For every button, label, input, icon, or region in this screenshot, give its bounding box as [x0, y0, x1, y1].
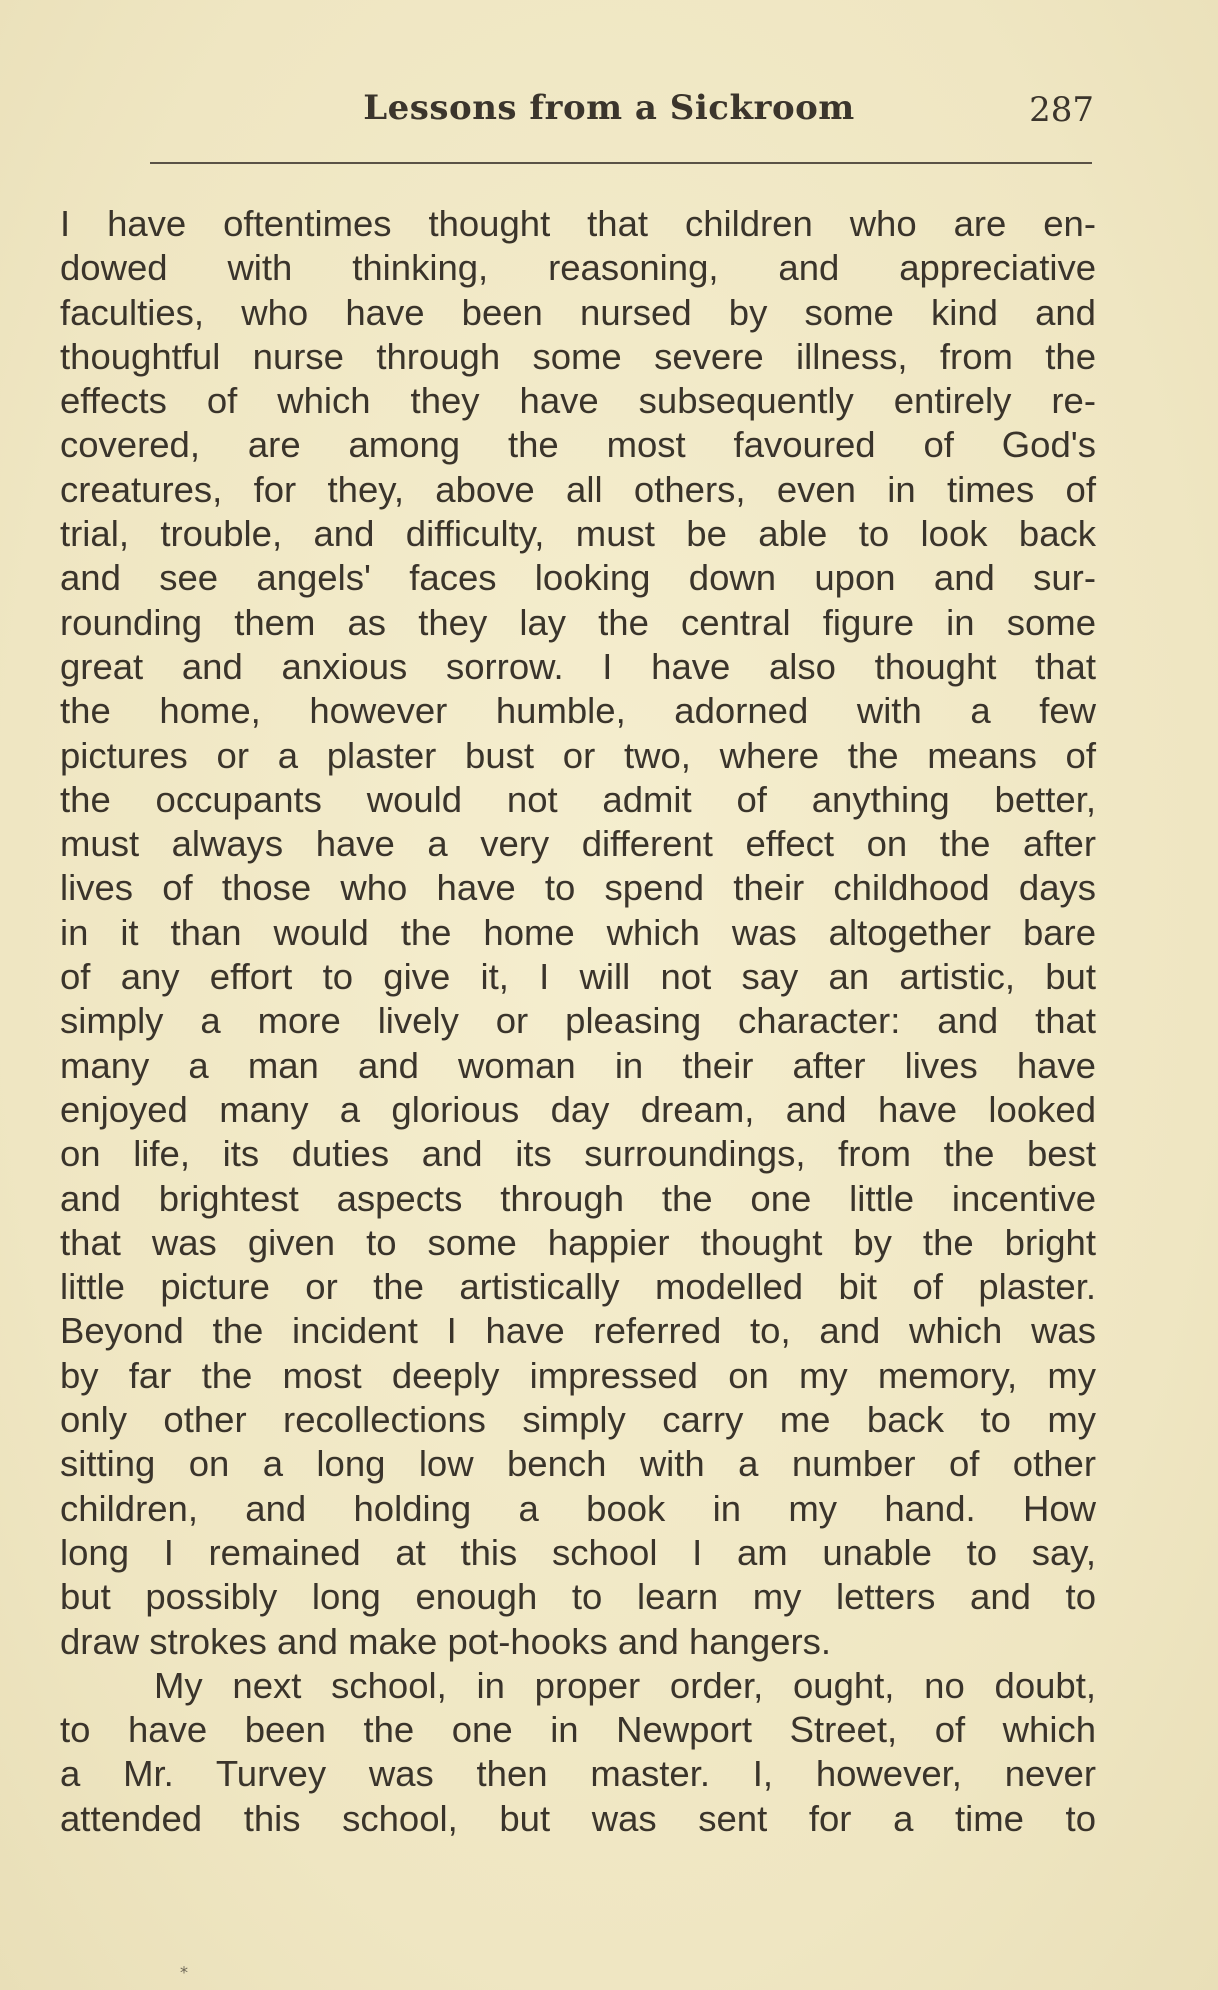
- text-line: pictures or a plaster bust or two, where the means of: [60, 734, 1096, 776]
- header-rule: [150, 162, 1092, 164]
- text-line: lives of those who have to spend their childhood days: [60, 867, 1096, 909]
- printing-mark: ⁎: [180, 1958, 188, 1977]
- text-line: on life, its duties and its surroundings, from the best: [60, 1133, 1096, 1175]
- text-line: by far the most deeply impressed on my memory, my: [60, 1354, 1096, 1396]
- text-line: creatures, for they, above all others, even in times of: [60, 468, 1096, 510]
- text-line: effects of which they have subsequently entirely re-: [60, 380, 1096, 422]
- text-line: of any effort to give it, I will not say an artistic, but: [60, 956, 1096, 998]
- page-number: 287: [1029, 90, 1094, 130]
- text-line: great and anxious sorrow. I have also thought that: [60, 645, 1096, 687]
- text-line: that was given to some happier thought by the bright: [60, 1221, 1096, 1263]
- text-line: trial, trouble, and difficulty, must be able to look back: [60, 513, 1096, 555]
- text-line: thoughtful nurse through some severe illness, from the: [60, 335, 1096, 377]
- text-line: little picture or the artistically modelled bit of plaster.: [60, 1266, 1096, 1308]
- text-line: but possibly long enough to learn my letters and to: [60, 1576, 1096, 1618]
- text-line: covered, are among the most favoured of God's: [60, 424, 1096, 466]
- text-line: attended this school, but was sent for a time to: [60, 1797, 1096, 1839]
- text-line: sitting on a long low bench with a number of other: [60, 1443, 1096, 1485]
- text-line: only other recollections simply carry me back to my: [60, 1399, 1096, 1441]
- text-line: the home, however humble, adorned with a few: [60, 690, 1096, 732]
- text-line: many a man and woman in their after lives have: [60, 1044, 1096, 1086]
- text-line: children, and holding a book in my hand. How: [60, 1487, 1096, 1529]
- paragraph: [60, 202, 1096, 1664]
- text-line: enjoyed many a glorious day dream, and have looked: [60, 1088, 1096, 1130]
- running-title: Lessons from a Sickroom: [363, 88, 855, 128]
- text-line: and brightest aspects through the one little incentive: [60, 1177, 1096, 1219]
- text-line: simply a more lively or pleasing character: and that: [60, 1000, 1096, 1042]
- page-header: [0, 88, 1218, 138]
- text-line: must always have a very different effect on the after: [60, 823, 1096, 865]
- text-line: long I remained at this school I am unable to say,: [60, 1531, 1096, 1573]
- text-line: the occupants would not admit of anything better,: [60, 778, 1096, 820]
- text-line: faculties, who have been nursed by some kind and: [60, 291, 1096, 333]
- text-line: and see angels' faces looking down upon and sur-: [60, 557, 1096, 599]
- text-line: to have been the one in Newport Street, of which: [60, 1709, 1096, 1751]
- text-line: My next school, in proper order, ought, no doubt,: [154, 1664, 1096, 1706]
- paragraph: [60, 1664, 1096, 1841]
- text-line: draw strokes and make pot-hooks and hangers.: [60, 1620, 831, 1662]
- text-line: Beyond the incident I have referred to, and which was: [60, 1310, 1096, 1352]
- text-line: rounding them as they lay the central figure in some: [60, 601, 1096, 643]
- body-text: [60, 202, 1096, 1841]
- text-line: I have oftentimes thought that children who are en-: [60, 203, 1096, 244]
- text-line: in it than would the home which was altogether bare: [60, 911, 1096, 953]
- text-line: dowed with thinking, reasoning, and appreciative: [60, 247, 1096, 289]
- text-line: a Mr. Turvey was then master. I, however, never: [60, 1753, 1096, 1795]
